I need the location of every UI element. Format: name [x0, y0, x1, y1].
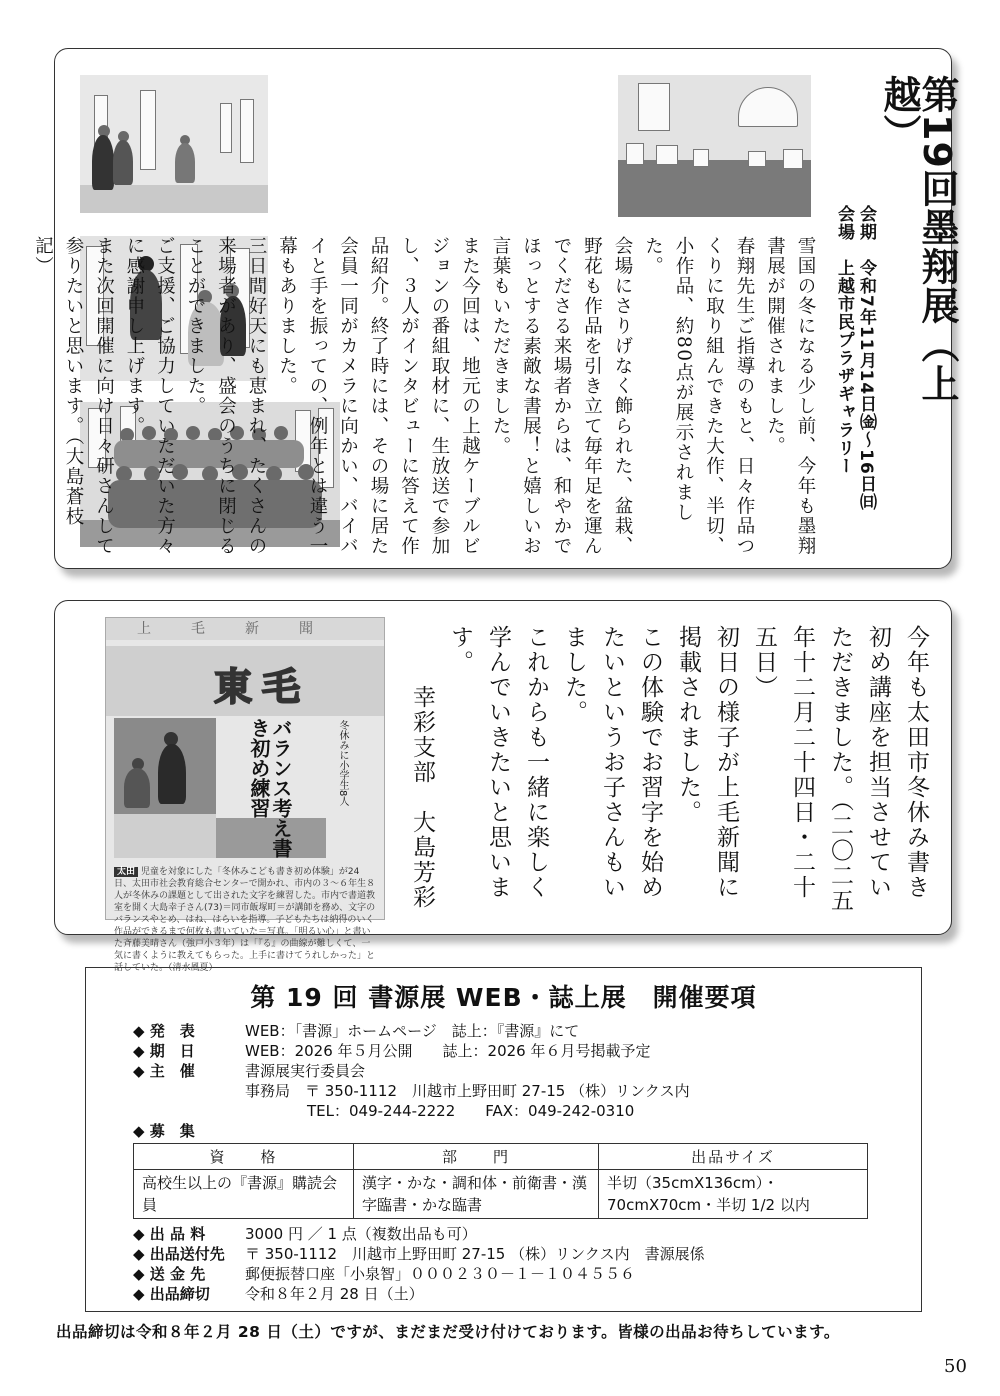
exhibition-paragraph: 三日間好天にも恵まれ、たくさんの来場者があり、盛会のうちに閉じることができました。: [185, 236, 267, 556]
bullet-diamond-icon: ◆: [133, 1022, 145, 1040]
req-key-with-bullet: ◆ 期 日: [133, 1042, 195, 1060]
workshop-paragraph: 今年も太田市冬休み書き初め講座を担当させていただきました。（二〇二五年十二月二十四日・二十五日）: [751, 625, 929, 914]
clipping-section: 東毛: [214, 664, 311, 709]
req-value: WEB：「書源」ホームページ 誌上：『書源』にて: [245, 1022, 580, 1040]
deadline-notice: 出品締切は令和８年２月 28 日（土）ですが、まだまだ受け付けております。皆様の出品お待ちしています。: [56, 1323, 840, 1341]
req-row-shipping: [133, 1245, 705, 1264]
bullet-diamond-icon: ◆: [133, 1265, 145, 1283]
page-number: 50: [944, 1356, 967, 1377]
req-value: WEB：2026 年５月公開 誌上：2026 年６月号掲載予定: [245, 1042, 651, 1060]
workshop-paragraph: この体験でお習字を始めたいというお子さんもいました。: [561, 625, 663, 900]
table-cell: 高校生以上の『書源』購読会員: [134, 1170, 354, 1219]
exhibition-paragraph: 雪国の冬になる少し前、今年も墨翔書展が開催されました。: [764, 236, 816, 556]
bullet-diamond-icon: ◆: [133, 1225, 145, 1243]
req-value: 書源展実行委員会: [245, 1062, 366, 1080]
exhibition-paragraph: 会場にさりげなく飾られた、盆栽、野花も作品を引き立て毎年足を運んでくださる来場者からは、和やかでほっとする素敵な書展！と嬉しいお言葉もいただきました。: [490, 236, 633, 556]
table-row: [134, 1170, 868, 1219]
exhibition-paragraph: ご支援、ご協力していただいた方々に感謝申し上げます。: [124, 236, 176, 556]
bullet-diamond-icon: ◆: [133, 1122, 145, 1140]
bullet-diamond-icon: ◆: [133, 1285, 145, 1303]
workshop-paragraph: 初日の様子が上毛新聞に掲載されました。: [675, 625, 739, 900]
req-key-with-bullet: ◆ 出品送付先: [133, 1245, 225, 1263]
clipping-photo: [114, 718, 216, 858]
table-header: 部 門: [354, 1144, 599, 1170]
clipping-article-text: 児童を対象にした「冬休みこども書き初め体験」が24日、太田市社会教育総合センターで開かれ、市内の３～６年生８人が冬休みの課題として出された文字を練習した。市内で書道教室を開く大島幸子さん(73)＝同市飯塚町＝が講師を務め、文字のバランスやとめ、はね、はらいを指導。子どもたちは納得のいく作品ができるまで何枚も書いていた＝写真。「明るい心」と書いた斉藤美晴さん（強戸小３年）は「『る』の曲線が難しくて、一気に書くように教えてもらった。上手に書けてうれしかった」と話していた。（清水風夏）: [114, 867, 376, 973]
table-cell: 漢字・かな・調和体・前衛書・漢字臨書・かな臨書: [354, 1170, 599, 1219]
bullet-diamond-icon: ◆: [133, 1042, 145, 1060]
table-header-row: [134, 1144, 868, 1170]
req-value: 3000 円 ／ 1 点（複数出品も可）: [245, 1225, 477, 1243]
req-key-with-bullet: ◆ 出 品 料: [133, 1225, 206, 1243]
req-key-with-bullet: ◆ 主 催: [133, 1062, 195, 1080]
workshop-report-text: [409, 625, 935, 915]
exhibition-venue: 会場 上越市民プラザギャラリー: [834, 205, 854, 475]
clipping-masthead: 上毛新聞: [106, 618, 384, 640]
table-cell: 半切（35cmX136cm）・70cmX70cm・半切 1/2 以内: [599, 1170, 868, 1219]
clipping-subhead: 冬休みに小学生8人: [337, 720, 348, 807]
req-value: 令和８年２月 28 日（土）: [245, 1285, 424, 1303]
table-header: 出品サイズ: [599, 1144, 868, 1170]
clipping-headline: バランス考え書き初め練習: [247, 718, 293, 858]
req-row-deadline: [133, 1285, 424, 1304]
req-value: 〒 350-1112 川越市上野田町 27-15 （株）リンクス内 書源展係: [245, 1245, 705, 1263]
req-value: TEL：049-244-2222 FAX：049-242-0310: [307, 1102, 635, 1120]
req-row-remittance: [133, 1265, 635, 1284]
recruitment-table: [133, 1143, 868, 1219]
req-row-announcement: [133, 1022, 579, 1041]
req-key-with-bullet: ◆ 出品締切: [133, 1285, 210, 1303]
exhibition-paragraph: また今回は、地元の上越ケーブルビジョンの番組取材に、生放送で参加し、３人がインタビューに答えて作品紹介。終了時には、その場に居た会員一同がカメラに向かい、バイバイと手を振っての、例年とは違う一幕もありました。: [276, 236, 481, 556]
clipping-article: [114, 866, 376, 974]
req-key-with-bullet: ◆ 発 表: [133, 1022, 195, 1040]
exhibition-report-text: [32, 236, 820, 556]
req-key-with-bullet: ◆ 送 金 先: [133, 1265, 206, 1283]
clipping-place-tag: 太田: [114, 867, 138, 877]
req-row-recruitment: [133, 1122, 245, 1141]
req-key-with-bullet: ◆ 募 集: [133, 1122, 195, 1140]
newspaper-clipping: [105, 617, 385, 973]
exhibition-period: 会期 令和7年11月14日㈮～16日㈰: [856, 205, 876, 511]
exhibition-title: 第19回墨翔展（上越）: [877, 75, 959, 403]
req-value: 事務局 〒 350-1112 川越市上野田町 27-15 （株）リンクス内: [245, 1082, 690, 1100]
req-row-date: [133, 1042, 651, 1061]
req-row-office: [133, 1082, 690, 1101]
workshop-paragraph: これからも一緒に楽しく学んでいきたいと思います。: [447, 625, 549, 900]
bullet-diamond-icon: ◆: [133, 1245, 145, 1263]
bullet-diamond-icon: ◆: [133, 1062, 145, 1080]
exhibit-table-photo: [618, 75, 811, 217]
table-header: 資 格: [134, 1144, 354, 1170]
req-row-organizer: [133, 1062, 365, 1081]
req-row-contact: [133, 1102, 634, 1121]
requirements-title: 第 19 回 書源展 WEB・誌上展 開催要項: [250, 983, 757, 1012]
exhibition-paragraph: 春翔先生ご指導のもと、日々作品つくりに取り組んできた大作、半切、小作品、約80点が展示されました。: [642, 236, 755, 556]
req-value: 郵便振替口座「小泉智」０００２３０－１－１０４５５６: [245, 1265, 636, 1283]
exhibition-paragraph: また次回開催に向け日々研さんして参りたいと思います。（大島蒼枝 記）: [32, 236, 115, 556]
req-row-fee: [133, 1225, 477, 1244]
workshop-signature: 幸彩支部 大島芳彩: [409, 685, 435, 910]
gallery-visitors-photo: [80, 75, 268, 213]
clipping-section-band: [106, 646, 384, 716]
